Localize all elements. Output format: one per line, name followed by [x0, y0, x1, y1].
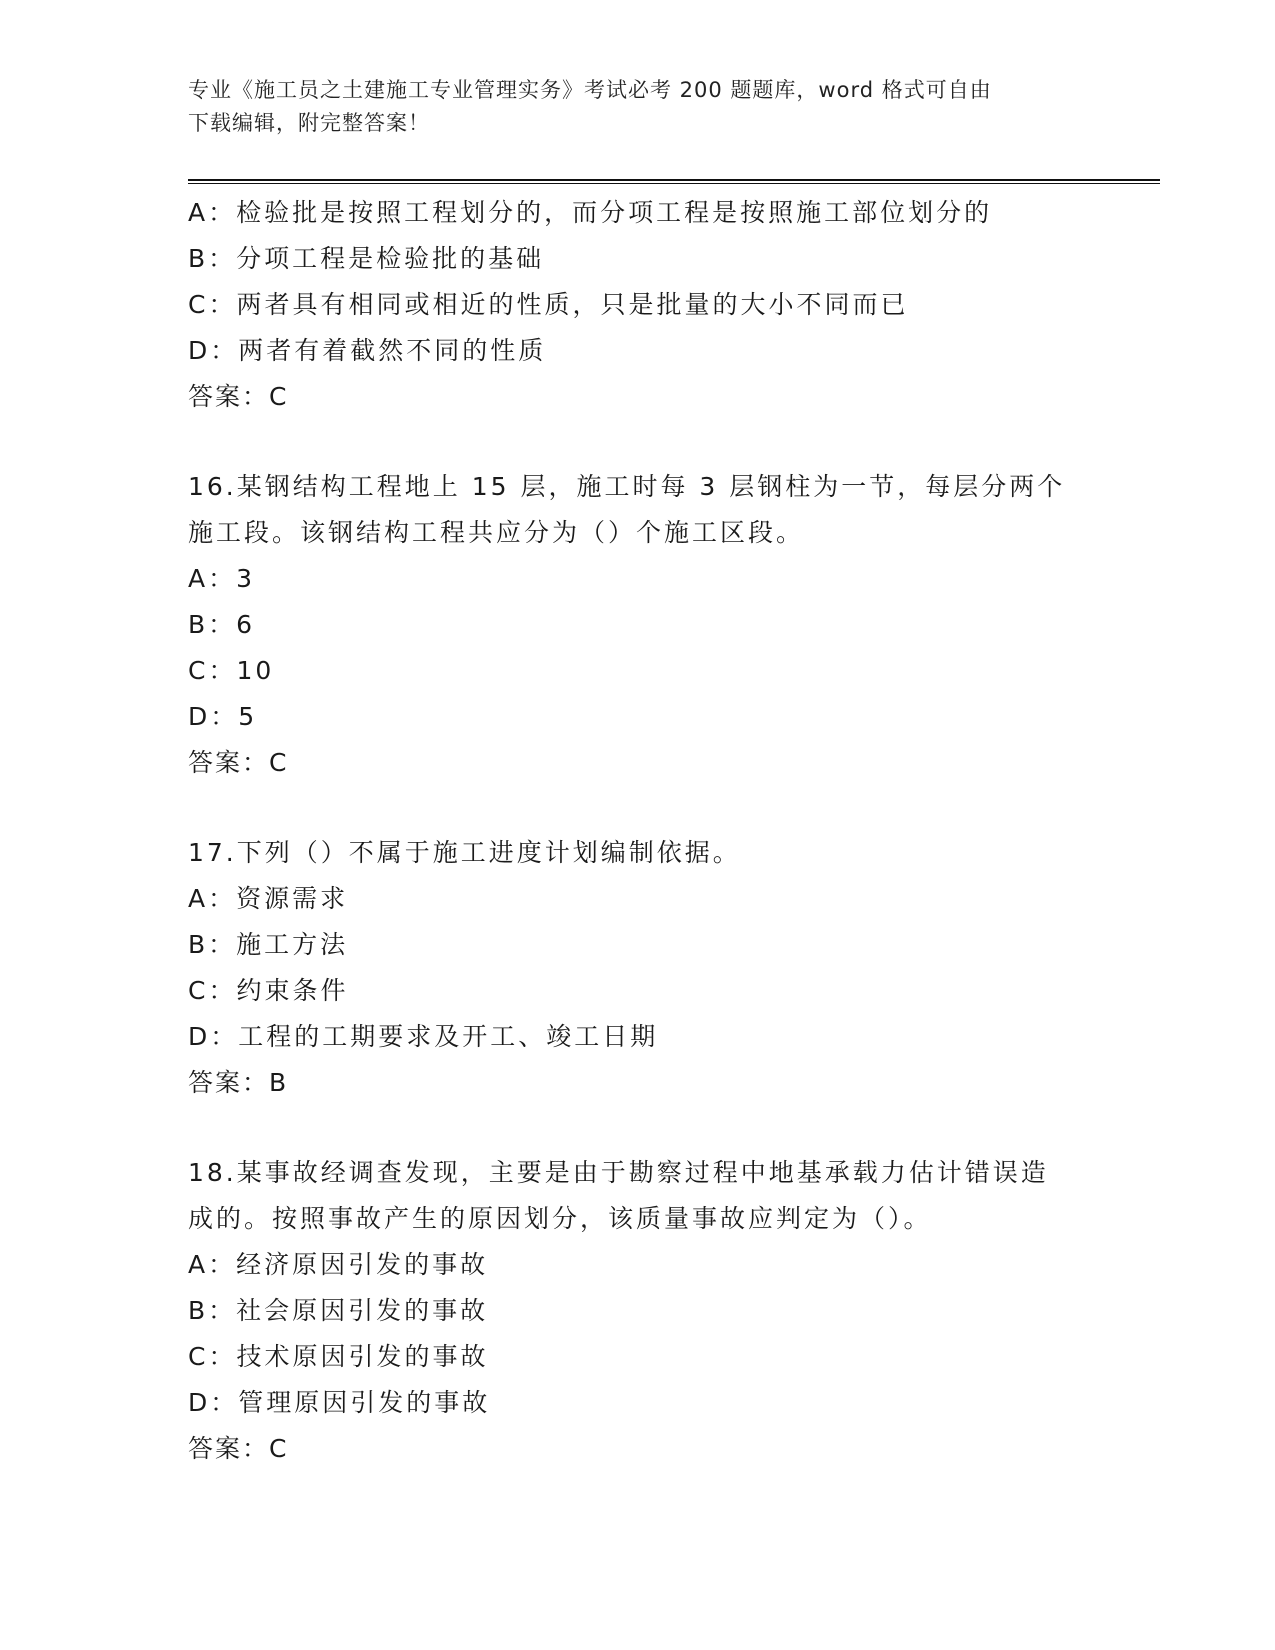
- question-15: [188, 190, 1168, 420]
- option-a: A：检验批是按照工程划分的，而分项工程是按照施工部位划分的: [188, 198, 993, 227]
- header-title-line-1: 专业《施工员之土建施工专业管理实务》考试必考 200 题题库，word 格式可自由: [188, 78, 992, 102]
- question-stem-line-1: 18.某事故经调查发现，主要是由于勘察过程中地基承载力估计错误造: [188, 1158, 1049, 1187]
- option-b: B：社会原因引发的事故: [188, 1296, 489, 1325]
- option-c: C：技术原因引发的事故: [188, 1342, 489, 1371]
- option-d: D：管理原因引发的事故: [188, 1388, 491, 1417]
- spacer: [188, 786, 1168, 830]
- question-18: [188, 1150, 1168, 1472]
- option-d: D：两者有着截然不同的性质: [188, 336, 547, 365]
- answer-line: 答案：C: [188, 382, 289, 411]
- header-title-line-2: 下载编辑，附完整答案！: [188, 111, 430, 135]
- option-c: C：10: [188, 656, 275, 685]
- question-stem-line-1: 16.某钢结构工程地上 15 层，施工时每 3 层钢柱为一节，每层分两个: [188, 472, 1066, 501]
- option-c: C：约束条件: [188, 976, 349, 1005]
- question-stem-line-2: 成的。按照事故产生的原因划分，该质量事故应判定为（）。: [188, 1204, 932, 1233]
- question-17: [188, 830, 1168, 1106]
- question-stem-line-2: 施工段。该钢结构工程共应分为（）个施工区段。: [188, 518, 805, 547]
- answer-line: 答案：C: [188, 1434, 289, 1463]
- header-divider: [188, 179, 1160, 184]
- spacer: [188, 1106, 1168, 1150]
- answer-line: 答案：C: [188, 748, 289, 777]
- spacer: [188, 420, 1168, 464]
- document-header: [188, 74, 1088, 140]
- option-b: B：施工方法: [188, 930, 349, 959]
- option-b: B：6: [188, 610, 256, 639]
- option-c: C：两者具有相同或相近的性质，只是批量的大小不同而已: [188, 290, 909, 319]
- question-list: [188, 190, 1168, 1472]
- answer-line: 答案：B: [188, 1068, 289, 1097]
- option-b: B：分项工程是检验批的基础: [188, 244, 545, 273]
- option-a: A：经济原因引发的事故: [188, 1250, 489, 1279]
- option-a: A：3: [188, 564, 256, 593]
- option-a: A：资源需求: [188, 884, 349, 913]
- question-stem-line-1: 17.下列（）不属于施工进度计划编制依据。: [188, 838, 741, 867]
- option-d: D：工程的工期要求及开工、竣工日期: [188, 1022, 659, 1051]
- question-16: [188, 464, 1168, 786]
- option-d: D：5: [188, 702, 258, 731]
